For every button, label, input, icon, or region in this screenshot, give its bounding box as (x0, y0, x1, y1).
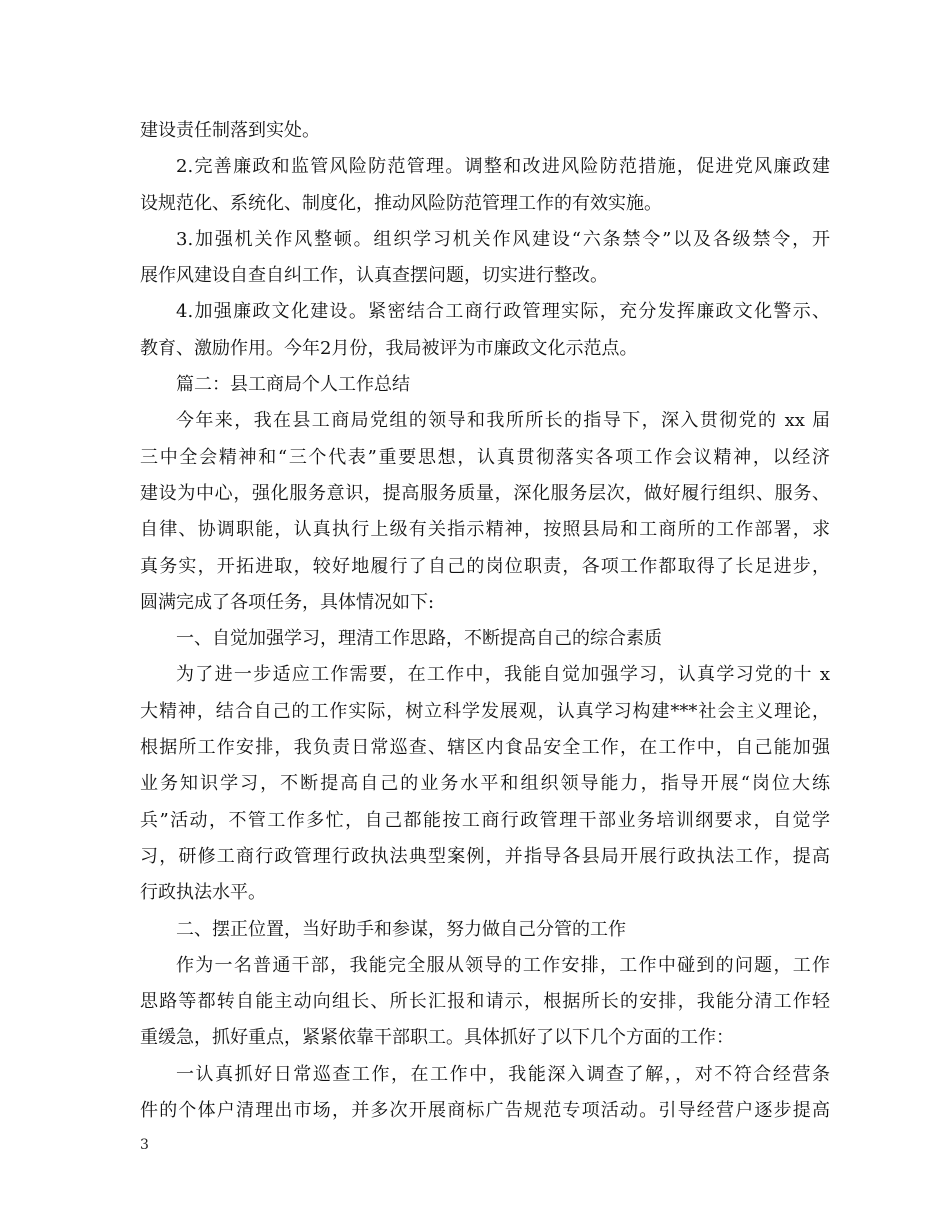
text-line: 为了进一步适应工作需要，在工作中，我能自觉加强学习，认真学习党的十 x (176, 664, 830, 686)
text-line: 作为一名普通干部，我能完全服从领导的工作安排，工作中碰到的问题，工作 (176, 954, 830, 976)
text-line: 兵”活动，不管工作多忙，自己都能按工商行政管理干部业务培训纲要求，自觉学 (140, 809, 830, 831)
text-line: 行政执法水平。 (140, 882, 266, 904)
text-line: 二、摆正位置，当好助手和参谋，努力做自己分管的工作 (176, 918, 626, 940)
text-line: 重缓急，抓好重点，紧紧依靠干部职工。具体抓好了以下几个方面的工作： (140, 1027, 734, 1049)
text-line: 今年来，我在县工商局党组的领导和我所所长的指导下，深入贯彻党的 xx 届 (176, 410, 830, 432)
text-line: 三中全会精神和“三个代表”重要思想，认真贯彻落实各项工作会议精神，以经济 (140, 446, 830, 468)
text-line: 根据所工作安排，我负责日常巡查、辖区内食品安全工作，在工作中，自己能加强 (140, 737, 830, 759)
text-line: 建设为中心，强化服务意识，提高服务质量，深化服务层次，做好履行组织、服务、 (140, 482, 830, 504)
text-line: 真务实，开拓进取，较好地履行了自己的岗位职责，各项工作都取得了长足进步， (140, 555, 830, 577)
text-line: 建设责任制落到实处。 (140, 120, 320, 141)
page-number: 3 (140, 1137, 149, 1153)
document-body (140, 113, 830, 1129)
text-line: 教育、激励作用。今年2月份，我局被评为市廉政文化示范点。 (140, 337, 638, 359)
text-line: 大精神，结合自己的工作实际，树立科学发展观，认真学习构建***社会主义理论， (140, 700, 830, 722)
text-line: 4.加强廉政文化建设。紧密结合工商行政管理实际，充分发挥廉政文化警示、 (176, 301, 830, 323)
text-line: 设规范化、系统化、制度化，推动风险防范管理工作的有效实施。 (140, 192, 662, 214)
text-line: 篇二：县工商局个人工作总结 (176, 374, 410, 396)
text-line: 自律、协调职能，认真执行上级有关指示精神，按照县局和工商所的工作部署，求 (140, 519, 830, 541)
text-line: 一、自觉加强学习，理清工作思路，不断提高自己的综合素质 (176, 628, 662, 650)
text-line: 一认真抓好日常巡查工作，在工作中，我能深入调查了解，，对不符合经营条 (176, 1063, 830, 1085)
text-line: 业务知识学习，不断提高自己的业务水平和组织领导能力，指导开展“岗位大练 (140, 773, 830, 795)
text-line: 展作风建设自查自纠工作，认真查摆问题，切实进行整改。 (140, 265, 608, 287)
text-line: 2.完善廉政和监管风险防范管理。调整和改进风险防范措施，促进党风廉政建 (176, 156, 830, 178)
text-line: 件的个体户清理出市场，并多次开展商标广告规范专项活动。引导经营户逐步提高 (140, 1100, 830, 1122)
text-line: 习，研修工商行政管理行政执法典型案例，并指导各县局开展行政执法工作，提高 (140, 845, 830, 867)
text-line: 思路等都转自能主动向组长、所长汇报和请示，根据所长的安排，我能分清工作轻 (140, 991, 830, 1013)
text-line: 圆满完成了各项任务，具体情况如下: (140, 591, 435, 613)
text-line: 3.加强机关作风整顿。组织学习机关作风建设“六条禁令”以及各级禁令，开 (176, 228, 830, 250)
